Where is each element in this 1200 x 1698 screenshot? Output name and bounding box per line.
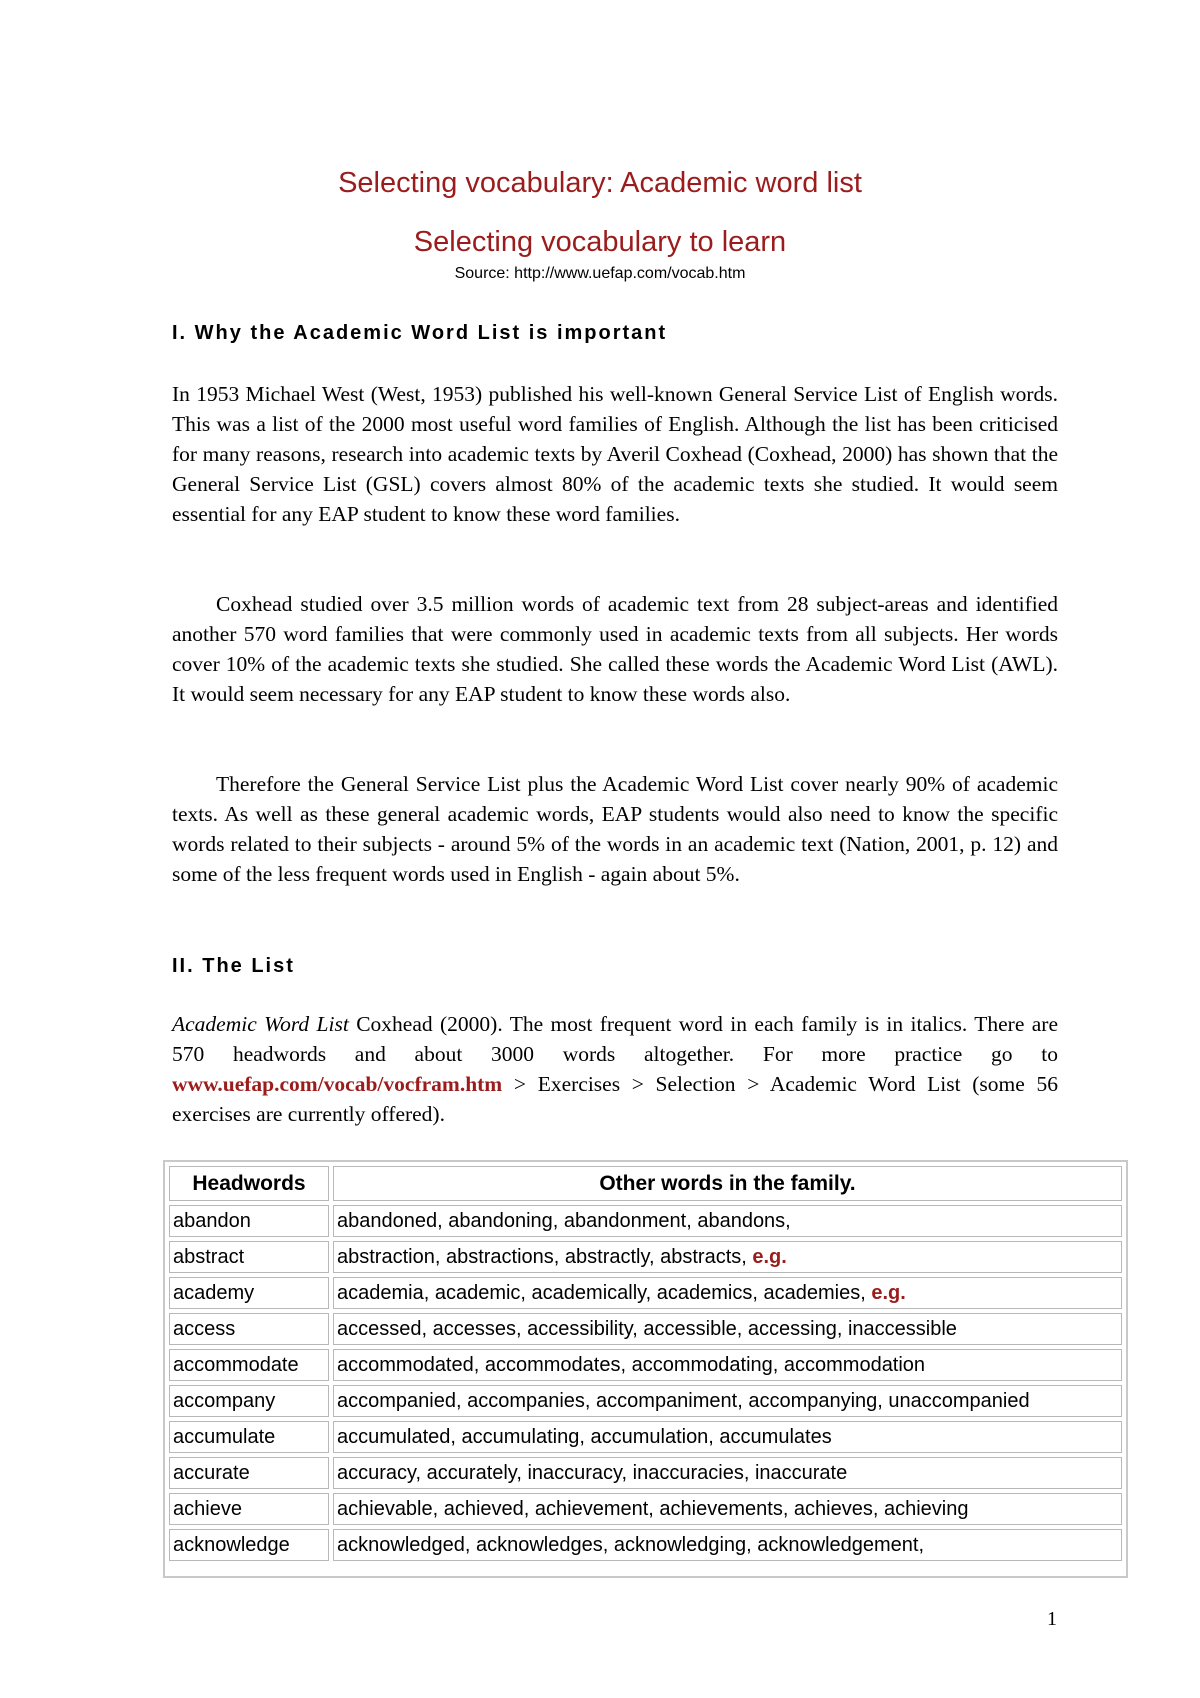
uefap-link[interactable]: www.uefap.com/vocab/vocfram.htm	[172, 1072, 503, 1096]
headword-cell: access	[169, 1313, 329, 1345]
headword-cell: accommodate	[169, 1349, 329, 1381]
family-cell: accompanied, accompanies, accompaniment, accompanying, unaccompanied	[333, 1385, 1122, 1417]
source-line: Source: http://www.uefap.com/vocab.htm	[454, 265, 746, 282]
headword-cell: achieve	[169, 1493, 329, 1525]
table-row	[169, 1385, 1122, 1417]
table-row	[169, 1421, 1122, 1453]
page-number: 1	[1047, 1608, 1057, 1630]
table-row	[169, 1277, 1122, 1309]
headword-cell: abandon	[169, 1205, 329, 1237]
headword-cell: accumulate	[169, 1421, 329, 1453]
headword-cell: academy	[169, 1277, 329, 1309]
table-row	[169, 1493, 1122, 1525]
table-row	[169, 1457, 1122, 1489]
family-cell: accommodated, accommodates, accommodating, accommodation	[333, 1349, 1122, 1381]
list-intro-text: Coxhead (2000). The most frequent word in each family is in italics. There are 570 headwords and about 3000 words altogether. For more practice go to	[172, 1012, 1058, 1066]
column-header-headwords: Headwords	[169, 1166, 329, 1201]
table-row	[169, 1205, 1122, 1237]
word-family-table	[163, 1160, 1128, 1578]
paragraph-list-intro	[172, 1009, 1058, 1129]
family-cell: accessed, accesses, accessibility, accessible, accessing, inaccessible	[333, 1313, 1122, 1345]
eg-link[interactable]: e.g.	[752, 1245, 787, 1268]
list-intro-text-end: > Exercises > Selection > Academic Word List (some 56 exercises are currently offered).	[172, 1072, 1058, 1126]
paragraph-coverage: Therefore the General Service List plus the Academic Word List cover nearly 90% of academic texts. As well as these general academic words, EAP students would also need to know the specific words related to their subjects - around 5% of the words in an academic text (Nation, 2001, p. 12) and some of the less frequent words used in English - again about 5%.	[172, 772, 1058, 886]
eg-link[interactable]: e.g.	[871, 1281, 906, 1304]
section-heading-list: II. The List	[172, 955, 295, 977]
family-cell: acknowledged, acknowledges, acknowledging, acknowledgement,	[333, 1529, 1122, 1561]
table-row	[169, 1313, 1122, 1345]
paragraph-west-gsl: In 1953 Michael West (West, 1953) published his well-known General Service List of English words. This was a list of the 2000 most useful word families of English. Although the list has been criticised for many reasons, research into academic texts by Averil Coxhead (Coxhead, 2000) has shown that the General Service List (GSL) covers almost 80% of the academic texts she studied. It would seem essential for any EAP student to know these word families.	[172, 382, 1058, 526]
table-row	[169, 1241, 1122, 1273]
family-cell: achievable, achieved, achievement, achievements, achieves, achieving	[333, 1493, 1122, 1525]
headword-cell: accurate	[169, 1457, 329, 1489]
column-header-other-words: Other words in the family.	[333, 1166, 1122, 1201]
headword-cell: acknowledge	[169, 1529, 329, 1561]
awl-italic-title: Academic Word List	[172, 1012, 349, 1036]
table-header-row	[169, 1166, 1122, 1201]
document-title: Selecting vocabulary: Academic word list	[338, 167, 862, 199]
document-subtitle: Selecting vocabulary to learn	[413, 226, 787, 258]
table-row	[169, 1529, 1122, 1561]
family-cell: accumulated, accumulating, accumulation, accumulates	[333, 1421, 1122, 1453]
paragraph-coxhead-awl: Coxhead studied over 3.5 million words of academic text from 28 subject-areas and identified another 570 word families that were commonly used in academic texts from all subjects. Her words cover 10% of the academic texts she studied. She called these words the Academic Word List (AWL). It would seem necessary for any EAP student to know these words also.	[172, 592, 1058, 706]
family-cell: accuracy, accurately, inaccuracy, inaccuracies, inaccurate	[333, 1457, 1122, 1489]
section-heading-why: I. Why the Academic Word List is important	[172, 322, 668, 344]
family-cell: abstraction, abstractions, abstractly, abstracts, e.g.	[333, 1241, 1122, 1273]
table-row	[169, 1349, 1122, 1381]
headword-cell: abstract	[169, 1241, 329, 1273]
family-cell: abandoned, abandoning, abandonment, abandons,	[333, 1205, 1122, 1237]
family-cell: academia, academic, academically, academics, academies, e.g.	[333, 1277, 1122, 1309]
headword-cell: accompany	[169, 1385, 329, 1417]
